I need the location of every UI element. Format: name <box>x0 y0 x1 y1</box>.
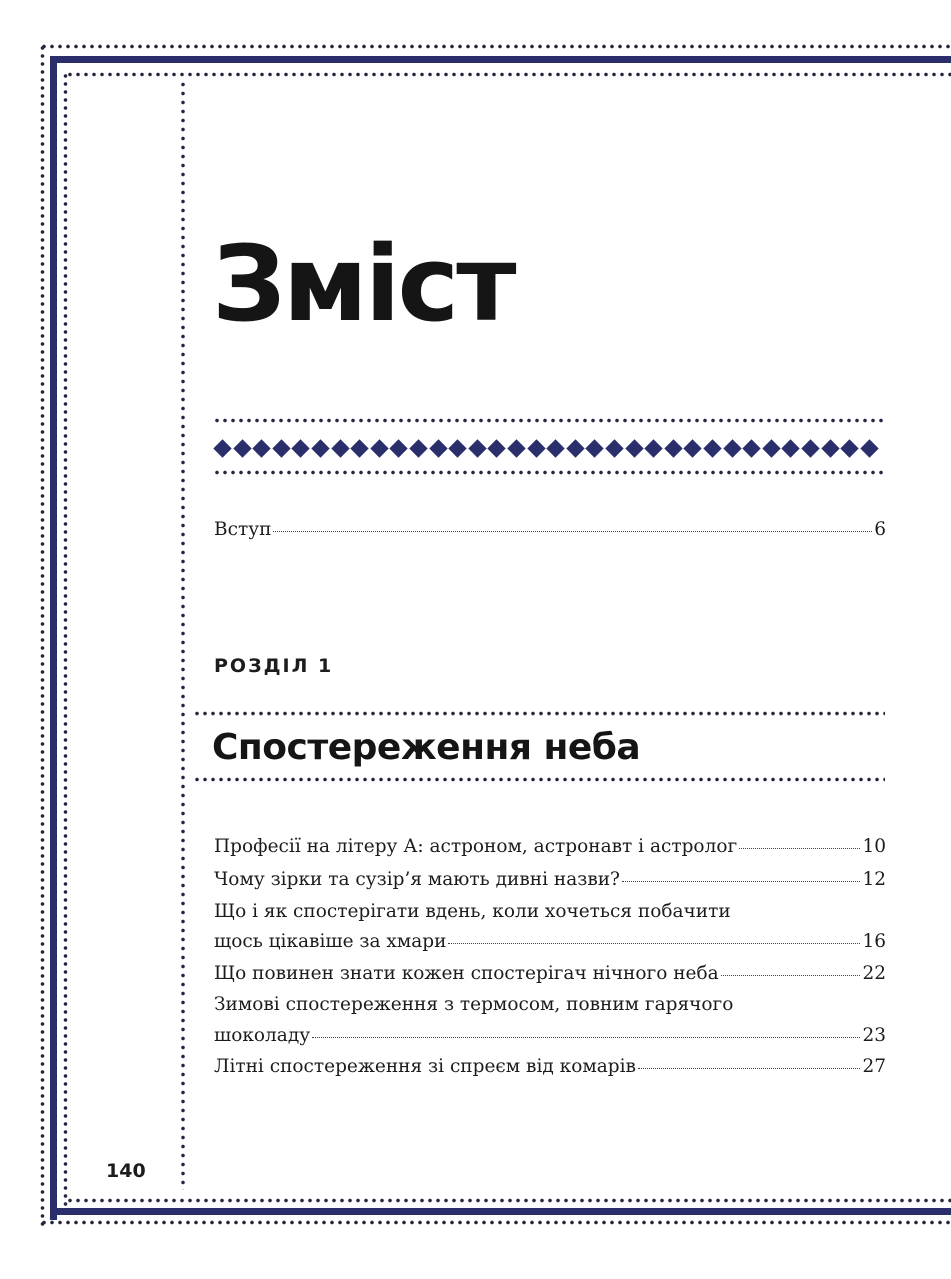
ornament-diamond <box>292 439 310 457</box>
column-divider-dots <box>180 80 186 1190</box>
toc-entry[interactable] <box>214 1027 886 1046</box>
ornament-diamond <box>703 439 721 457</box>
ornament-diamond <box>625 439 643 457</box>
ornament-diamond <box>546 439 564 457</box>
toc-entry-page: 22 <box>862 963 886 984</box>
section-top-dots <box>193 711 885 716</box>
toc-entry-page: 27 <box>862 1056 886 1077</box>
page-title: Зміст <box>212 223 514 345</box>
toc-entry[interactable] <box>214 838 886 857</box>
page-number: 140 <box>106 1160 146 1182</box>
dot-leader <box>273 531 872 532</box>
ornament-diamond <box>213 439 231 457</box>
toc-entry-page: 16 <box>862 931 886 952</box>
toc-entry[interactable] <box>214 1058 886 1077</box>
toc-entry[interactable] <box>214 871 886 890</box>
toc-entry-page: 23 <box>862 1025 886 1046</box>
ornament-diamond <box>272 439 290 457</box>
ornament-bottom-dots <box>213 470 885 475</box>
frame-left-bar <box>50 56 57 1220</box>
frame-left-outer-dots <box>40 44 45 1226</box>
ornament-diamond <box>586 439 604 457</box>
toc-entry-text: Чому зірки та сузір’я мають дивні назви? <box>214 869 620 890</box>
frame-top-inner-dots <box>66 72 951 77</box>
dot-leader <box>312 1037 860 1038</box>
ornament-diamond <box>821 439 839 457</box>
toc-entry-text: Вступ <box>214 519 272 540</box>
ornament-diamond <box>605 439 623 457</box>
ornament-diamond <box>507 439 525 457</box>
ornament-diamond <box>566 439 584 457</box>
ornament-diamond <box>311 439 329 457</box>
ornament-diamond <box>252 439 270 457</box>
ornament-diamond <box>840 439 858 457</box>
dot-leader <box>448 943 860 944</box>
frame-top-bar <box>50 56 951 63</box>
toc-entry-text: Що повинен знати кожен спостерігач нічного неба <box>214 963 719 984</box>
ornament-diamond <box>468 439 486 457</box>
ornament-diamond <box>801 439 819 457</box>
ornament-diamond <box>860 439 878 457</box>
section-bottom-dots <box>193 777 885 782</box>
toc-entry-text-line1[interactable]: Що і як спостерігати вдень, коли хочеться побачити <box>214 901 731 922</box>
frame-bottom-bar <box>50 1208 951 1215</box>
ornament-diamond <box>488 439 506 457</box>
toc-entry-text: шоколаду <box>214 1025 311 1046</box>
ornament-diamond <box>742 439 760 457</box>
ornament-diamond <box>370 439 388 457</box>
ornament-diamond <box>448 439 466 457</box>
toc-entry-page: 10 <box>862 836 886 857</box>
toc-entry[interactable] <box>214 965 886 984</box>
toc-entry-text: щось цікавіше за хмари <box>214 931 447 952</box>
toc-entry[interactable] <box>214 933 886 952</box>
toc-entry-text-line1[interactable]: Зимові спостереження з термосом, повним гарячого <box>214 994 734 1015</box>
toc-entry-page: 12 <box>862 869 886 890</box>
dot-leader <box>721 975 861 976</box>
ornament-top-dots <box>213 418 885 423</box>
toc-entry-intro[interactable] <box>214 521 886 540</box>
ornament-diamond-row <box>213 438 885 460</box>
toc-entry-text: Професії на літеру А: астроном, астронавт і астролог <box>214 836 738 857</box>
toc-entry-page: 6 <box>874 519 886 540</box>
ornament-diamond <box>684 439 702 457</box>
dot-leader <box>739 848 860 849</box>
section-label: РОЗДІЛ 1 <box>214 655 334 677</box>
toc-entry-text: Літні спостереження зі спреєм від комарів <box>214 1056 636 1077</box>
dot-leader <box>638 1068 860 1069</box>
section-title: Спостереження неба <box>212 727 641 768</box>
ornament-diamond <box>331 439 349 457</box>
dot-leader <box>622 881 860 882</box>
ornament-diamond <box>233 439 251 457</box>
ornament-diamond <box>527 439 545 457</box>
ornament-diamond <box>762 439 780 457</box>
frame-top-outer-dots <box>40 44 951 49</box>
ornament-diamond <box>644 439 662 457</box>
ornament-diamond <box>782 439 800 457</box>
frame-bottom-outer-dots <box>40 1220 951 1225</box>
frame-bottom-inner-dots <box>66 1198 951 1203</box>
ornament-diamond <box>350 439 368 457</box>
ornament-diamond <box>723 439 741 457</box>
ornament-diamond <box>429 439 447 457</box>
ornament-diamond <box>390 439 408 457</box>
frame-left-inner-dots <box>63 72 68 1208</box>
ornament-diamond <box>664 439 682 457</box>
ornament-diamond <box>409 439 427 457</box>
